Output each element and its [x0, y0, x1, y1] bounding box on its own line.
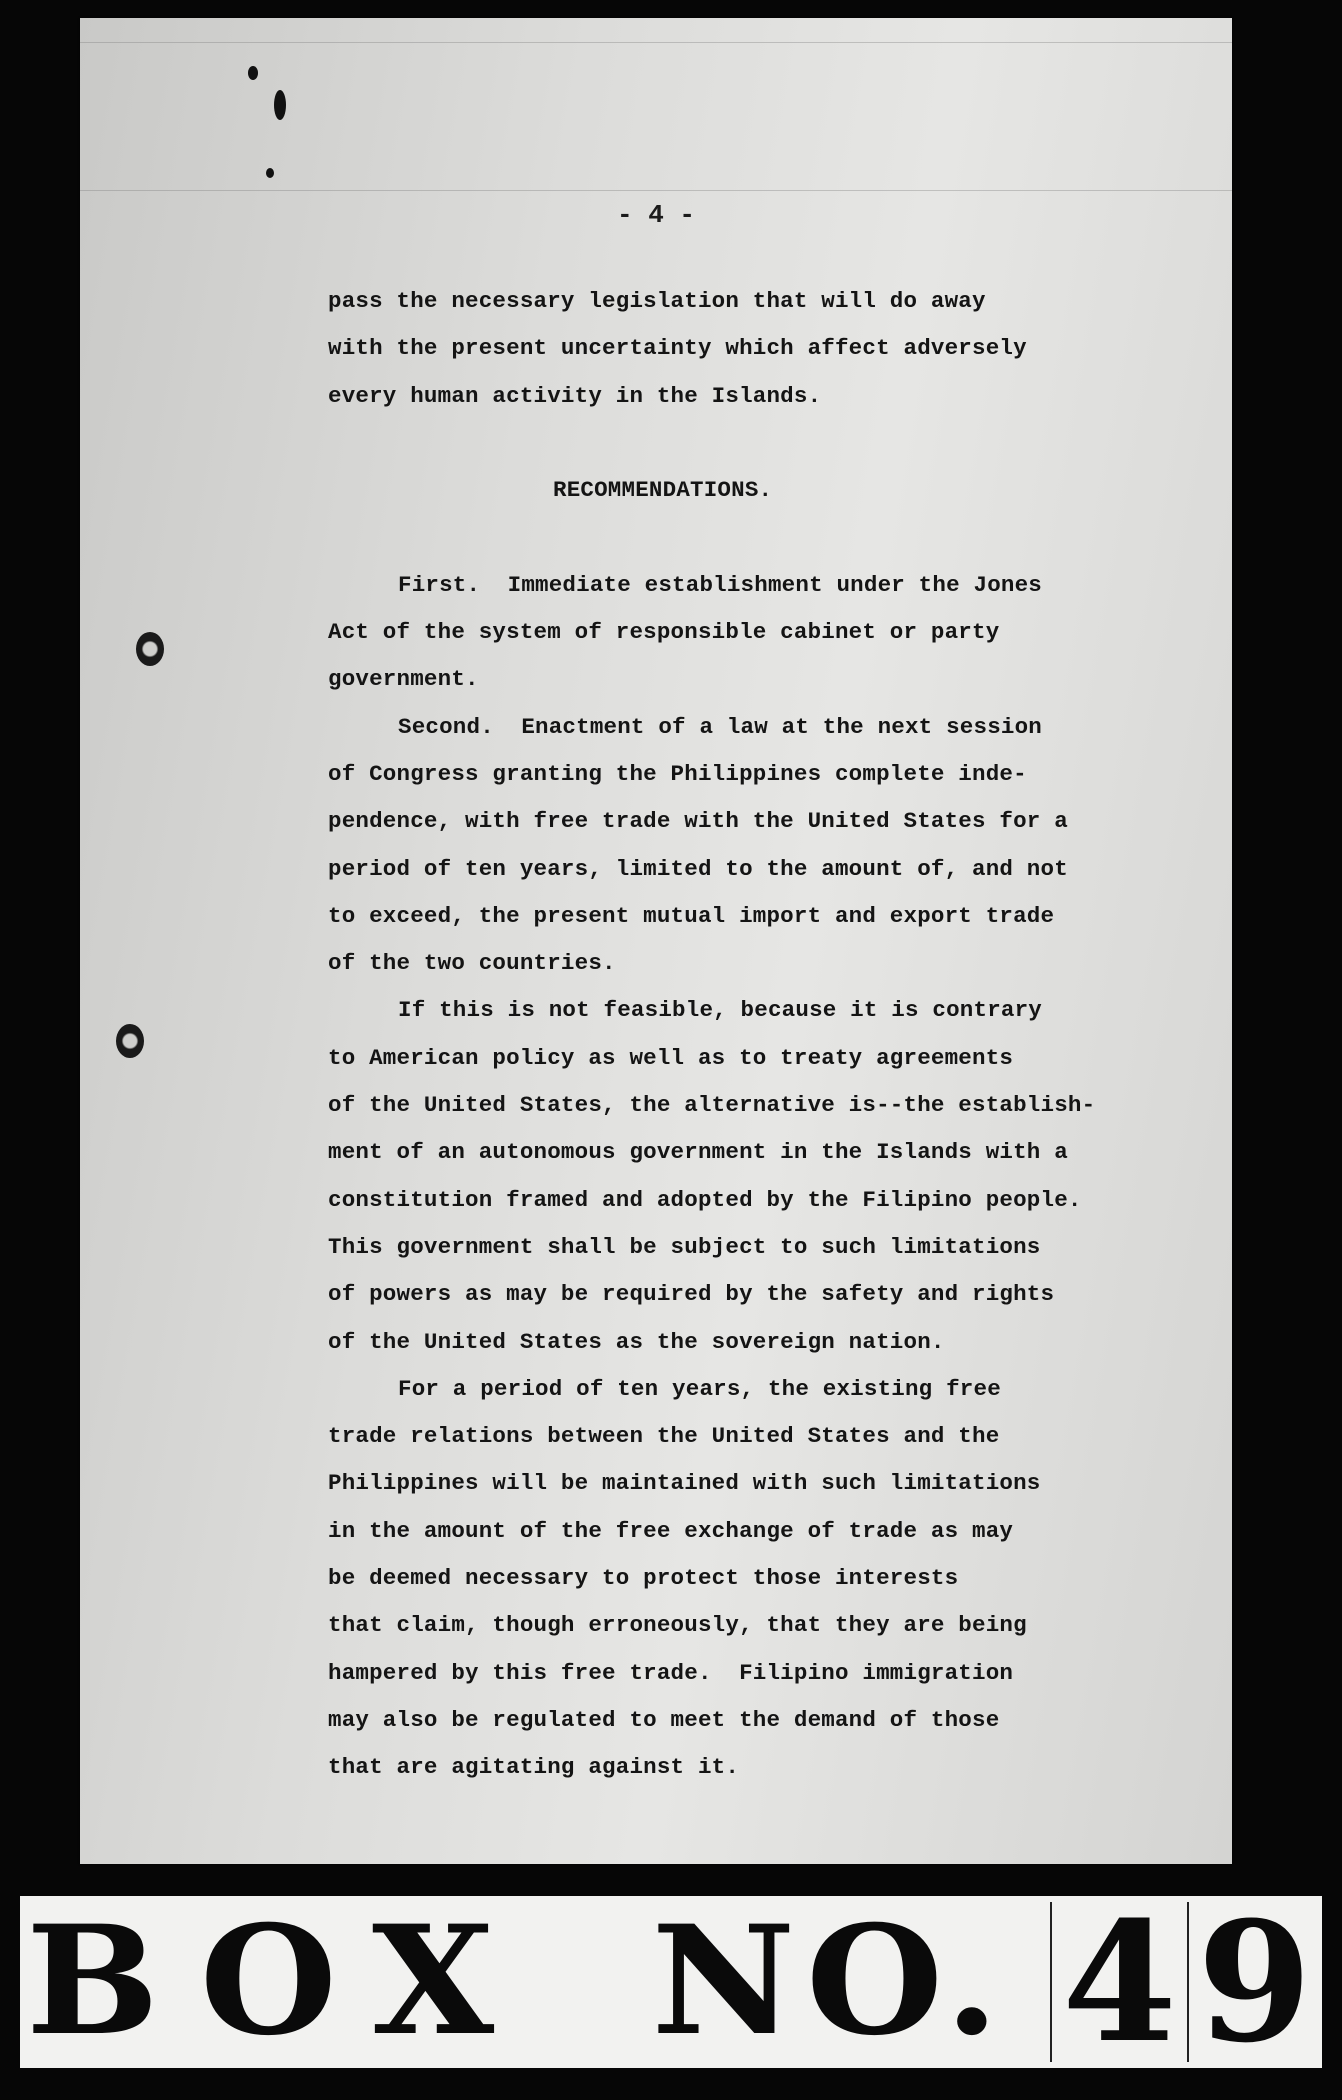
box-word: BOX [25, 1896, 533, 2068]
punch-hole [136, 632, 164, 666]
ruled-line [80, 42, 1232, 43]
box-number-digit: 9 [1197, 1896, 1312, 2068]
ink-blot [248, 66, 258, 80]
text-line: to American policy as well as to treaty agreements [328, 1044, 1014, 1071]
text-line: First. Immediate establishment under the Jones [398, 571, 1043, 598]
text-line: to exceed, the present mutual import and export trade [328, 902, 1055, 929]
text-line: constitution framed and adopted by the Filipino people. [328, 1186, 1082, 1213]
text-line: Act of the system of responsible cabinet or party [328, 619, 1000, 646]
text-line: of the two countries. [328, 950, 616, 977]
text-line: be deemed necessary to protect those interests [328, 1565, 959, 1592]
text-line: of the United States, the alternative is--the establish- [328, 1092, 1096, 1119]
box-number-cell [1187, 1896, 1322, 2068]
box-label [20, 1896, 1322, 2068]
blank-line [328, 514, 1208, 561]
text-line: in the amount of the free exchange of trade as may [328, 1517, 1014, 1544]
box-number-digit: 4 [1062, 1896, 1177, 2068]
body-text [328, 278, 1208, 1792]
text-line: every human activity in the Islands. [328, 382, 822, 409]
section-heading: RECOMMENDATIONS. [553, 477, 773, 504]
box-number-cell [1050, 1896, 1189, 2068]
document-page [80, 18, 1232, 1864]
text-line: of the United States as the sovereign nation. [328, 1328, 945, 1355]
text-line: ment of an autonomous government in the Islands with a [328, 1139, 1068, 1166]
text-line: that are agitating against it. [328, 1754, 740, 1781]
text-line: government. [328, 666, 479, 693]
text-line: may also be regulated to meet the demand of those [328, 1706, 1000, 1733]
text-line: This government shall be subject to such limitations [328, 1233, 1041, 1260]
text-line: pass the necessary legislation that will do away [328, 288, 986, 314]
blank-line [328, 420, 1208, 467]
text-line: trade relations between the United States and the [328, 1423, 1000, 1450]
text-line: hampered by this free trade. Filipino immigration [328, 1659, 1014, 1686]
punch-hole [116, 1024, 144, 1058]
number-word: NO. [651, 1896, 1010, 2068]
text-line: For a period of ten years, the existing free [398, 1375, 1001, 1402]
text-line: pendence, with free trade with the United States for a [328, 808, 1068, 835]
page-number: - 4 - [616, 200, 695, 230]
text-line: of Congress granting the Philippines complete inde- [328, 760, 1027, 787]
text-line: of powers as may be required by the safety and rights [328, 1281, 1055, 1308]
text-line: period of ten years, limited to the amount of, and not [328, 855, 1068, 882]
ink-blot [266, 168, 274, 178]
ink-blot [274, 90, 286, 120]
text-line: Philippines will be maintained with such limitations [328, 1470, 1041, 1497]
ruled-line [80, 190, 1232, 191]
text-line: If this is not feasible, because it is contrary [398, 997, 1043, 1024]
text-line: with the present uncertainty which affect adversely [328, 335, 1027, 362]
text-line: Second. Enactment of a law at the next session [398, 713, 1043, 740]
text-line: that claim, though erroneously, that they are being [328, 1612, 1027, 1639]
